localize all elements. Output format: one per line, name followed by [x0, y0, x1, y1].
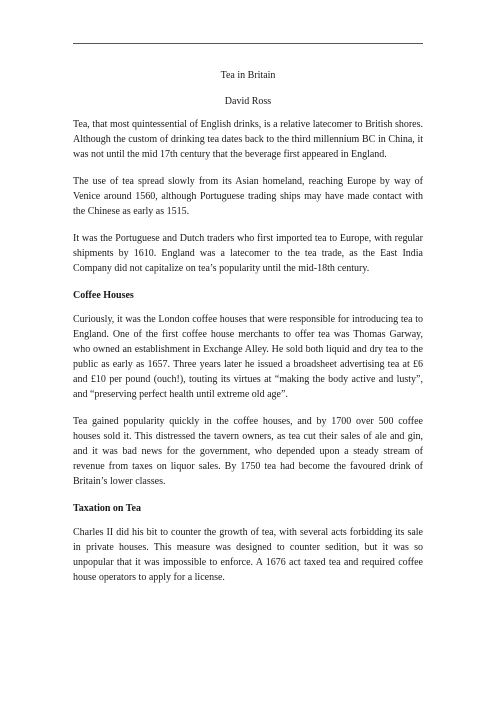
paragraph-intro-2: The use of tea spread slowly from its Asian homeland, reaching Europe by way of Venice around 1560, although Portuguese trading ships may have made contact with the Chinese as early as 1515.: [73, 176, 423, 217]
section-heading-coffee-houses: Coffee Houses: [73, 290, 134, 301]
document-author: David Ross: [224, 96, 272, 107]
paragraph-coffee-2: Tea gained popularity quickly in the coffee houses, and by 1700 over 500 coffee houses sold it. This distressed the tavern owners, as tea cut their sales of ale and gin, and it was bad news for the government, who depended upon a steady stream of revenue from taxes on liquor sales. By 1750 tea had become the favoured drink of Britain’s lower classes.: [73, 416, 423, 487]
paragraph-intro-3: It was the Portuguese and Dutch traders who first imported tea to Europe, with regular shipments by 1610. England was a latecomer to the tea trade, as the East India Company did not capitalize on tea’s popularity until the mid-18th century.: [73, 233, 423, 274]
paragraph-intro-1: Tea, that most quintessential of English drinks, is a relative latecomer to British shores. Although the custom of drinking tea dates back to the third millennium BC in China, it was not until the mid 17th century that the beverage first appeared in England.: [73, 119, 423, 160]
paragraph-tax-1: Charles II did his bit to counter the growth of tea, with several acts forbidding its sale in private houses. This measure was designed to counter sedition, but it was so unpopular that it was impossible to enforce. A 1676 act taxed tea and required coffee house operators to apply for a license.: [73, 527, 423, 583]
paragraph-coffee-1: Curiously, it was the London coffee houses that were responsible for introducing tea to England. One of the first coffee house merchants to offer tea was Thomas Garway, who owned an establishment in Exchange Alley. He sold both liquid and dry tea to the public as early as 1657. Three years later he issued a broadsheet advertising tea at £6 and £10 per pound (ouch!), touting its virtues at “making the body active and lusty”, and “preserving perfect health until extreme old age”.: [73, 314, 423, 400]
section-heading-taxation: Taxation on Tea: [73, 503, 141, 514]
document-title: Tea in Britain: [220, 70, 276, 81]
header-rule: [73, 43, 423, 44]
document-body: [73, 62, 423, 585]
